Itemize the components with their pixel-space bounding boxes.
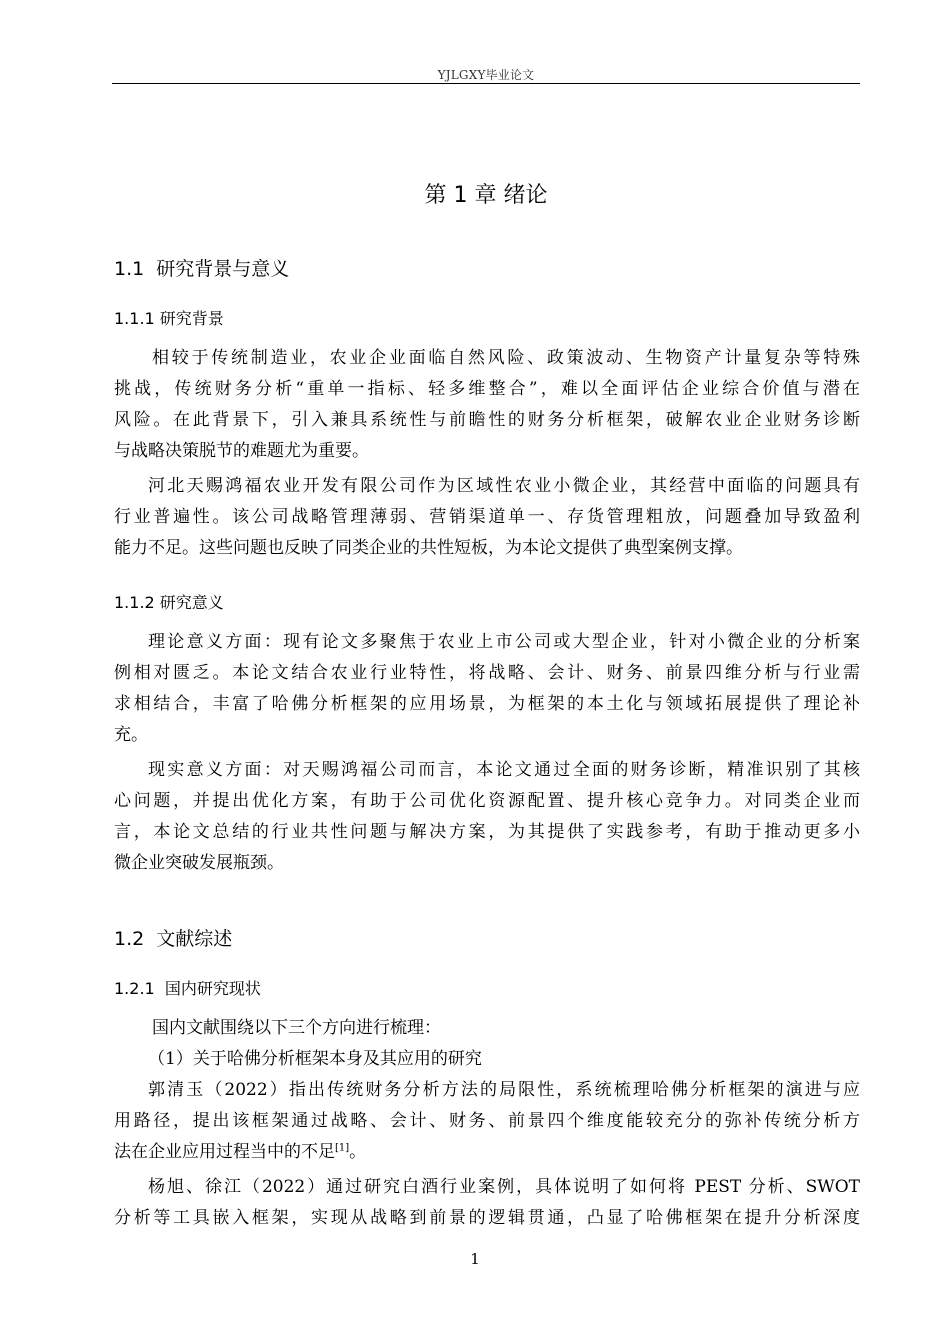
running-header: YJLGXY毕业论文 <box>437 68 535 82</box>
paragraph-text: 。 <box>349 1142 367 1162</box>
paragraph-line: 现实意义方面：对天赐鸿福公司而言，本论文通过全面的财务诊断，精准识别了其核 <box>148 760 860 780</box>
paragraph-line: 微企业突破发展瓶颈。 <box>114 853 284 873</box>
paragraph-line: 杨旭、徐江（2022）通过研究白酒行业案例，具体说明了如何将 PEST 分析、SWOT <box>148 1177 860 1197</box>
subsection-heading-1-2-1: 1.2.1 国内研究现状 <box>114 979 261 998</box>
paragraph-text: 法在企业应用过程当中的不足 <box>114 1142 335 1162</box>
subsection-heading-1-1-1: 1.1.1 研究背景 <box>114 309 224 328</box>
paragraph-line: 国内文献围绕以下三个方向进行梳理： <box>152 1018 441 1038</box>
header-rule <box>112 83 860 84</box>
paragraph-line: 挑战，传统财务分析“重单一指标、轻多维整合”，难以全面评估企业综合价值与潜在 <box>114 379 860 399</box>
paragraph-line: 分析等工具嵌入框架，实现从战略到前景的逻辑贯通，凸显了哈佛框架在提升分析深度 <box>114 1208 860 1228</box>
section-heading-1-2: 1.2 文献综述 <box>114 928 233 950</box>
paragraph-line: （1）关于哈佛分析框架本身及其应用的研究 <box>148 1049 482 1069</box>
chapter-title: 第 1 章 绪论 <box>424 183 548 208</box>
paragraph-line: 郭清玉（2022）指出传统财务分析方法的局限性，系统梳理哈佛分析框架的演进与应 <box>148 1080 860 1100</box>
paragraph-line: 行业普遍性。该公司战略管理薄弱、营销渠道单一、存货管理粗放，问题叠加导致盈利 <box>114 507 860 527</box>
paragraph-line: 言，本论文总结的行业共性问题与解决方案，为其提供了实践参考，有助于推动更多小 <box>114 822 860 842</box>
paragraph-line <box>114 1142 366 1162</box>
citation-ref[interactable]: [1] <box>335 1142 350 1154</box>
paragraph-line: 能力不足。这些问题也反映了同类企业的共性短板，为本论文提供了典型案例支撑。 <box>114 538 743 558</box>
paragraph-line: 风险。在此背景下，引入兼具系统性与前瞻性的财务分析框架，破解农业企业财务诊断 <box>114 410 860 430</box>
page-number: 1 <box>470 1250 480 1268</box>
paragraph-line: 例相对匮乏。本论文结合农业行业特性，将战略、会计、财务、前景四维分析与行业需 <box>114 663 860 683</box>
section-heading-1-1: 1.1 研究背景与意义 <box>114 258 290 280</box>
paragraph-line: 用路径，提出该框架通过战略、会计、财务、前景四个维度能较充分的弥补传统分析方 <box>114 1111 860 1131</box>
paragraph-line: 相较于传统制造业，农业企业面临自然风险、政策波动、生物资产计量复杂等特殊 <box>152 348 860 368</box>
paragraph-line: 心问题，并提出优化方案，有助于公司优化资源配置、提升核心竞争力。对同类企业而 <box>114 791 860 811</box>
paragraph-line: 河北天赐鸿福农业开发有限公司作为区域性农业小微企业，其经营中面临的问题具有 <box>148 476 860 496</box>
subsection-heading-1-1-2: 1.1.2 研究意义 <box>114 593 224 612</box>
paragraph-line: 与战略决策脱节的难题尤为重要。 <box>114 441 369 461</box>
paragraph-line: 理论意义方面：现有论文多聚焦于农业上市公司或大型企业，针对小微企业的分析案 <box>148 632 860 652</box>
paragraph-line: 求相结合，丰富了哈佛分析框架的应用场景，为框架的本土化与领域拓展提供了理论补 <box>114 694 860 714</box>
paragraph-line: 充。 <box>114 725 148 745</box>
